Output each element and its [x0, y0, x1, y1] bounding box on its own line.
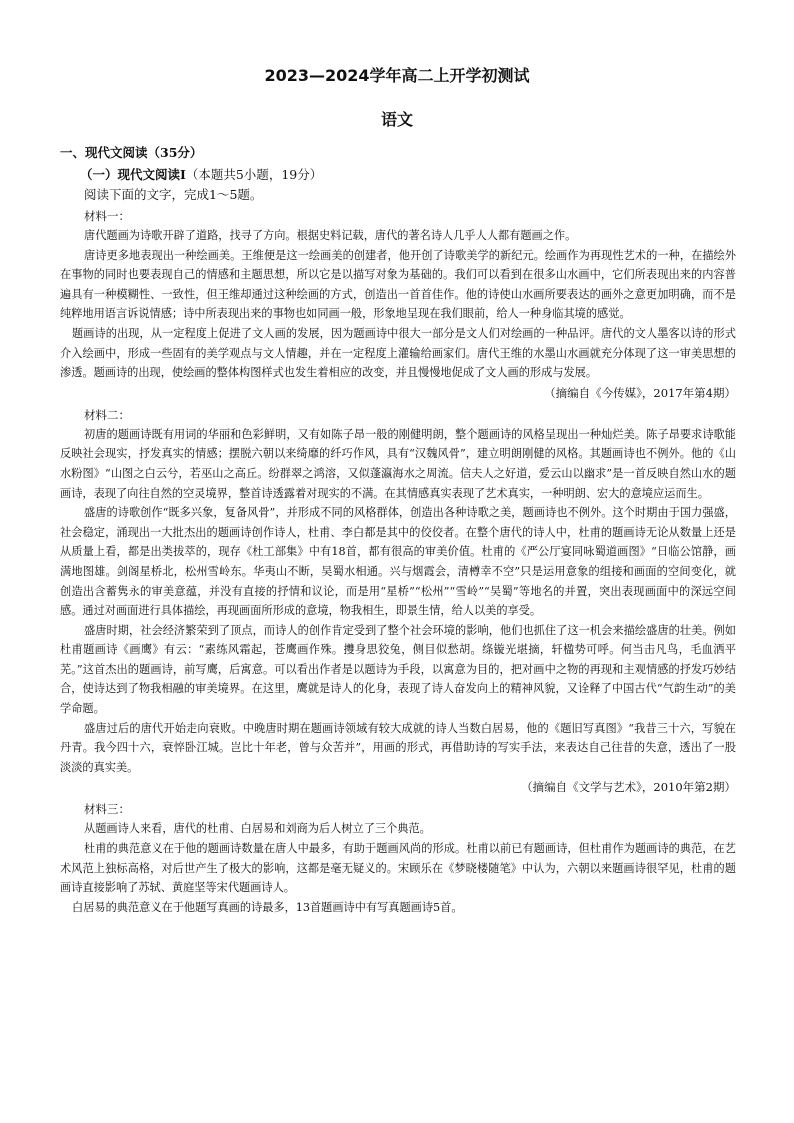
material-label: 材料二：: [84, 407, 130, 422]
subject-title: 语文: [380, 110, 413, 129]
material1-paragraph: 唐诗更多地表现出一种绘画美。王维便是这一绘画美的创建者，他开创了诗歌美学的新纪元。绘画作为再现性艺术的一种，在描绘外在事物的同时也要表现自己的情感和主题思想，所以它是以描写对象为基础的。我们可以看到在很多山水画中，它们所表现出来的内容普遍具有一种模糊性、一致性，但王维却通过这种绘画的方式，创造出一首首佳作。他的诗使山水画所要表达的画外之意更加明确，而不是纯粹地用语言诉说情感；诗中所表现出来的事物也如同画一般，形象地呈现在我们眼前，给人一种身临其境的感觉。: [60, 248, 736, 321]
subsection-heading: [80, 166, 736, 184]
material3-paragraph: 杜甫的典范意义在于他的题画诗数量在唐人中最多，有助于题画风尚的形成。杜甫以前已有题画诗，但杜甫作为题画诗的典范，在艺术风范上独标高格，对后世产生了极大的影响，这都是毫无疑义的。宋顾乐在《梦晓楼随笔》中认为，六朝以来题画诗很罕见，杜甫的题画诗直接影响了苏轼、黄庭坚等宋代题画诗人。: [60, 842, 736, 895]
material3-paragraph: 白居易的典范意义在于他题写真画的诗最多，13首题画诗中有写真题画诗5首。: [72, 900, 463, 914]
source-citation: （摘编自《今传媒》，2017年第4期）: [544, 385, 736, 400]
material1-paragraph: 唐代题画为诗歌开辟了道路，找寻了方向。根据史料记载，唐代的著名诗人几乎人人都有题画之作。: [84, 229, 577, 242]
exam-content: [60, 144, 736, 917]
material3-paragraph: 从题画诗人来看，唐代的杜甫、白居易和刘商为后人树立了三个典范。: [84, 822, 431, 836]
subsection-title: （一）现代文阅读Ⅰ: [80, 167, 186, 182]
material2-paragraph: 初唐的题画诗既有用词的华丽和色彩鲜明，又有如陈子昂一般的刚健明朗，整个题画诗的风格呈现出一种灿烂美。陈子昂要求诗歌能反映社会现实，抒发真实的情感；摆脱六朝以来绮靡的纤巧作风，具有“汉魏风骨”，建立明朗刚健的风格。其题画诗也不例外。他的《山水粉图》“山图之白云兮，若巫山之高丘。纷群翠之鸿溶，又似蓬瀛海水之周流。信夫人之好道，爱云山以幽求”是一首反映自然山水的题画诗，表现了向往自然的空灵境界，整首诗透露着对现实的不满。在其情感真实表现了艺术真实，一种明朗、宏大的意境应运而生。: [60, 427, 736, 500]
material-label: 材料一：: [84, 209, 130, 223]
material2-paragraph: 盛唐的诗歌创作“既多兴象，复备风骨”，并形成不同的风格群体，创造出各种诗歌之美，题画诗也不例外。这个时期由于国力强盛，社会稳定，涌现出一大批杰出的题画诗创作诗人，杜甫、李白都是其中的佼佼者。在整个唐代的诗人中，杜甫的题画诗无论从数量上还是从质量上看，都是出类拔萃的，现存《杜工部集》中有18首，都有很高的审美价值。杜甫的《严公厅宴同咏蜀道画图》“日临公馆静，画满地图雄。剑阁星桥北，松州雪岭东。华夷山不断，吴蜀水相通。兴与烟霞会，清樽幸不空”只是运用意象的组接和画面的空间变化，就创造出含蓄隽永的审美意蕴，并没有直接的抒情和议论，而是用“星桥”“松州”“雪岭”“吴蜀”等地名的并置，突出表现画面中的深远空间感。通过对画面进行具体描绘，再现画面所形成的意境，物我相生，即景生情，给人以美的享受。: [60, 506, 736, 618]
exam-title: 2023—2024学年高二上开学初测试: [264, 66, 530, 85]
reading-instruction: 阅读下面的文字，完成1～5题。: [84, 187, 263, 202]
subsection-note: （本题共5小题，19分）: [185, 167, 323, 182]
section-heading: 一、现代文阅读（35分）: [60, 145, 203, 160]
material-label: 材料三：: [84, 802, 130, 817]
material1-paragraph: 题画诗的出现，从一定程度上促进了文人画的发展，因为题画诗中很大一部分是文人们对绘画的一种品评。唐代的文人墨客以诗的形式介入绘画中，形成一些固有的美学观点与文人情趣，并在一定程度上灌输给画家们。唐代王维的水墨山水画就充分体现了这一审美思想的渗透。题画诗的出现，使绘画的整体构图样式也发生着相应的改变，并且慢慢地促成了文人画的形成与发展。: [60, 326, 736, 380]
material2-paragraph: 盛唐过后的唐代开始走向衰败。中晚唐时期在题画诗领域有较大成就的诗人当数白居易，他的《题旧写真图》“我昔三十六，写貌在丹青。我今四十六，衰悴卧江城。岂比十年老，曾与众苦并”，用画的形式，再借助诗的写实手法，来表达自己往昔的失意，透出了一股淡淡的真实美。: [60, 721, 736, 774]
source-citation: （摘编自《文学与艺术》，2010年第2期）: [521, 780, 736, 795]
material2-paragraph: 盛唐时期，社会经济繁荣到了顶点，而诗人的创作肯定受到了整个社会环境的影响，他们也抓住了这一机会来描绘盛唐的壮美。例如杜甫题画诗《画鹰》有云：“素练风霜起，苍鹰画作殊。㩳身思狡兔，侧目似愁胡。绦镟光堪摘，轩楹势可呼。何当击凡鸟，毛血洒平芜。”这首杰出的题画诗，前写鹰，后寓意。可以看出作者是以题诗为手段，以寓意为目的，把对画中之物的再现和主观情感的抒发巧妙结合，使诗达到了物我相融的审美境界。在这里，鹰就是诗人的化身，表现了诗人奋发向上的精神风貌，又诠释了中国古代“气韵生动”的美学命题。: [60, 623, 736, 716]
